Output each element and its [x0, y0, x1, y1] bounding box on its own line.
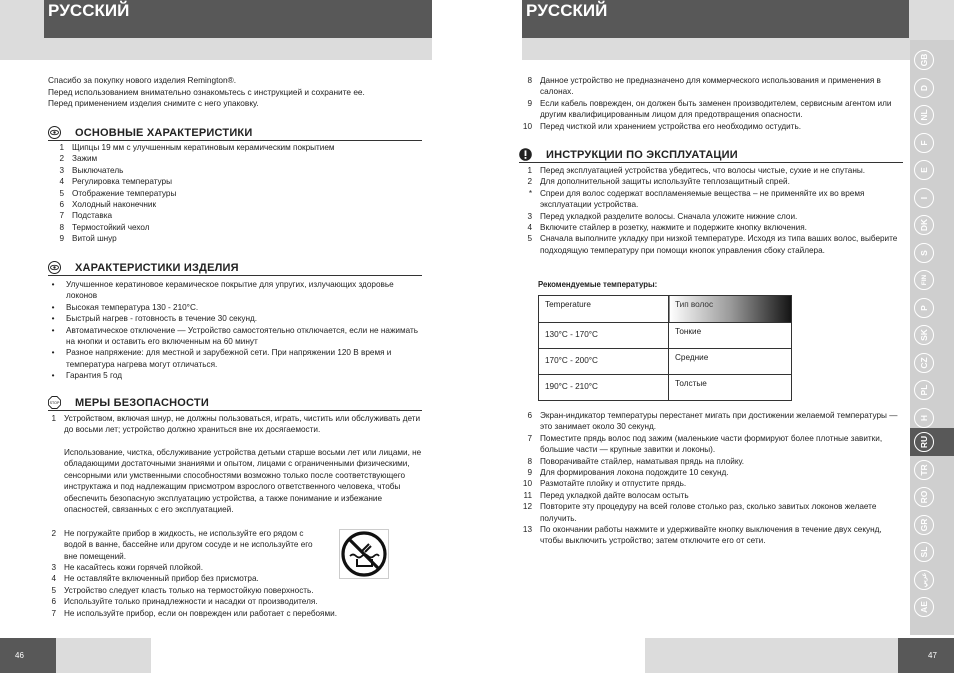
list-item: [48, 302, 424, 313]
item-number: 10: [522, 121, 532, 131]
list-item: [510, 222, 902, 233]
language-tab-19[interactable]: SL: [914, 542, 934, 562]
item-text: Размотайте плойку и отпустите прядь.: [540, 479, 687, 489]
item-text: Зажим: [72, 154, 98, 164]
language-tab-8[interactable]: S: [914, 243, 934, 263]
list-item: [510, 98, 900, 121]
language-tab-13[interactable]: PL: [914, 380, 934, 400]
stop-icon: [48, 396, 61, 409]
product-features-heading: [48, 261, 422, 276]
list-item: [42, 142, 422, 153]
language-tab-7[interactable]: DK: [914, 215, 934, 235]
language-tab-5[interactable]: E: [914, 160, 934, 180]
item-text: Повторите эту процедуру на всей голове столько раз, сколько завитых локонов желаете получить.: [540, 502, 877, 523]
item-number: 7: [59, 211, 64, 221]
table-row: [539, 349, 792, 375]
eye-icon: [48, 126, 61, 139]
stop-icon-label: STOP: [49, 401, 60, 405]
item-text: Гарантия 5 год: [66, 371, 122, 381]
list-item: [48, 313, 424, 324]
language-tab-16[interactable]: TR: [914, 460, 934, 480]
safety-list-rest: [34, 562, 424, 619]
item-text: Перед чисткой или хранением устройства его необходимо остудить.: [540, 121, 802, 131]
intro-line: Перед использованием внимательно ознакомьтесь с инструкцией и сохраните ее.: [48, 86, 365, 97]
item-number: 3: [527, 211, 532, 221]
safety-item-1-cont: [64, 447, 424, 515]
item-text: Если кабель поврежден, он должен быть заменен производителем, сервисным агентом или другим квалифицированным лицом для предотвращения опасности.: [540, 98, 892, 120]
item-number: 4: [59, 177, 64, 187]
list-item: [510, 121, 900, 132]
item-text: По окончании работы нажмите и удерживайте кнопку выключения в течение двух секунд, чтобы выключить устройство; затем отключите его от сети.: [540, 525, 882, 546]
language-tab-10[interactable]: P: [914, 298, 934, 318]
list-item: [42, 199, 422, 210]
list-item: [42, 233, 422, 244]
item-text: Щипцы 19 мм с улучшенным кератиновым керамическим покрытием: [72, 143, 335, 152]
item-number: 1: [59, 143, 64, 152]
left-page-title: PУССКИЙ: [44, 0, 432, 38]
item-text: Автоматическое отключение — Устройство самостоятельно отключается, если не нажимать на кнопки и оставить его включенным на 60 минут: [66, 325, 419, 347]
item-text: Не оставляйте включенный прибор без присмотра.: [64, 574, 259, 584]
item-number: 5: [59, 188, 64, 198]
item-number: 9: [527, 98, 532, 108]
item-text: Не касайтесь кожи горячей плойкой.: [64, 563, 204, 572]
item-text: Устройством, включая шнур, не должны пользоваться, играть, чистить или обслуживать дети до восьми лет; устройство должно храниться вне их досягаемости.: [64, 414, 421, 435]
list-item: [510, 478, 902, 489]
item-text: Высокая температура 130 - 210°C.: [66, 302, 199, 312]
table-cell: Толстые: [669, 375, 792, 401]
instructions-heading: [519, 148, 903, 163]
item-number: 4: [527, 223, 532, 233]
table-row: [539, 323, 792, 349]
item-text: Быстрый нагрев - готовность в течение 30 секунд.: [66, 314, 258, 324]
item-number: 2: [51, 529, 56, 538]
item-number: 5: [51, 585, 56, 595]
page-number-left: 46: [0, 638, 56, 673]
item-number: *: [528, 188, 532, 198]
list-item: [34, 562, 424, 573]
item-text: Для формирования локона подождите 10 секунд.: [540, 468, 729, 478]
item-number: •: [51, 314, 55, 324]
safety-heading: [48, 396, 422, 411]
list-item: [510, 75, 900, 98]
list-item: [42, 153, 422, 164]
language-tab-9[interactable]: FIN: [914, 270, 934, 290]
list-item: [510, 467, 902, 478]
list-item: [510, 410, 902, 433]
table-header-row: [539, 296, 792, 323]
page-number-right: 47: [898, 638, 954, 673]
item-text: Улучшенное кератиновое керамическое покрытие для упругих, излучающих здоровье локонов: [66, 280, 394, 301]
item-number: 12: [522, 502, 532, 512]
table-row: [539, 375, 792, 401]
item-text: Устройство следует класть только на термостойкую поверхность.: [64, 585, 314, 595]
instructions-list-a: [510, 165, 902, 256]
table-header-cell: Тип волос: [669, 296, 792, 323]
item-number: 9: [59, 234, 64, 244]
language-tab-21[interactable]: AE: [914, 597, 934, 617]
list-item: [510, 524, 902, 547]
language-tab-1[interactable]: GB: [914, 50, 934, 70]
item-number: 6: [59, 200, 64, 210]
temp-table-title: Рекомендуемые температуры:: [538, 280, 658, 289]
list-item: [42, 165, 422, 176]
temperature-table: [538, 295, 792, 401]
item-number: 13: [522, 525, 532, 535]
item-text: Сначала выполните укладку при низкой температуре. Исходя из типа ваших волос, выберите подходящую температуру при помощи кнопок управления сбоку стайлера.: [540, 234, 898, 255]
item-text: Для дополнительной защиты используйте теплозащитный спрей.: [540, 177, 790, 187]
item-text: Спреи для волос содержат воспламеняемые вещества – не применяйте их во время эксплуатации устройства.: [540, 188, 865, 210]
list-item: [34, 608, 424, 619]
item-text: Поместите прядь волос под зажим (маленькие части формируют более плотные завитки, большие части — крупные завитки и локоны).: [540, 433, 883, 455]
language-tab-12[interactable]: CZ: [914, 353, 934, 373]
features-title: ОСНОВНЫЕ ХАРАКТЕРИСТИКИ: [75, 127, 253, 139]
eye-icon: [48, 261, 61, 274]
list-item: [34, 585, 424, 596]
list-item: [42, 188, 422, 199]
table-cell: 190°C - 210°C: [539, 375, 669, 401]
list-item: [48, 325, 424, 348]
list-item: [510, 233, 902, 256]
item-number: 6: [51, 597, 56, 607]
item-number: 8: [527, 76, 532, 85]
safety-cont-list: [510, 75, 900, 132]
item-number: 8: [527, 456, 532, 466]
item-number: 2: [527, 177, 532, 187]
list-item: [510, 176, 902, 187]
item-text: Экран-индикатор температуры перестанет мигать при достижении желаемой температуры — это занимает около 30 секунд.: [540, 411, 898, 432]
list-item: [510, 188, 902, 211]
product-features-title: ХАРАКТЕРИСТИКИ ИЗДЕЛИЯ: [75, 262, 239, 274]
item-text: Термостойкий чехол: [72, 222, 150, 232]
list-item: [34, 573, 424, 584]
item-text: Регулировка температуры: [72, 177, 172, 187]
language-tab-4[interactable]: F: [914, 133, 934, 153]
item-number: 3: [51, 563, 56, 572]
warning-icon: [519, 148, 532, 161]
intro-line: Спасибо за покупку нового изделия Remington®.: [48, 75, 237, 85]
item-number: 7: [527, 433, 532, 443]
instructions-title: ИНСТРУКЦИИ ПО ЭКСПЛУАТАЦИИ: [546, 149, 738, 161]
item-number: 4: [51, 574, 56, 584]
item-number: 11: [523, 490, 532, 500]
list-item: [42, 210, 422, 221]
table-cell: 130°C - 170°C: [539, 323, 669, 349]
item-text: Перед эксплуатацией устройства убедитесь, что волосы чистые, сухие и не спутаны.: [540, 166, 866, 175]
item-number: 6: [527, 411, 532, 420]
right-page-title: PУССКИЙ: [522, 0, 909, 38]
list-item: [510, 433, 902, 456]
language-tab-20[interactable]: عربي: [914, 570, 934, 590]
language-tab-14[interactable]: H: [914, 408, 934, 428]
item-text: Использование, чистка, обслуживание устройства детьми старше восьми лет или лицами, не обладающими достаточными знаниями и опытом, лицами с ограниченными физическими, сенсорными или умственными способностями возможно только после соответствующего инструктажа и под надлежащим присмотром взрослого ответственного человека, чтобы обеспечить безопасную эксплуатацию устройства, а также понимание и избежание опасностей, связанных с его эксплуатацией.: [64, 448, 422, 515]
language-tab-11[interactable]: SK: [914, 325, 934, 345]
item-text: Подставка: [72, 211, 113, 221]
list-item: [42, 222, 422, 233]
safety-title: МЕРЫ БЕЗОПАСНОСТИ: [75, 397, 209, 409]
item-text: Используйте только принадлежности и насадки от производителя.: [64, 597, 318, 607]
language-tab-17[interactable]: RO: [914, 487, 934, 507]
list-item: [48, 347, 424, 370]
language-tab-18[interactable]: GR: [914, 515, 934, 535]
item-number: •: [51, 348, 55, 358]
list-item: [48, 279, 424, 302]
features-list: [42, 142, 422, 245]
item-number: 3: [59, 165, 64, 175]
item-text: Перед укладкой разделите волосы. Сначала уложите нижние слои.: [540, 211, 798, 221]
item-text: Не погружайте прибор в жидкость, не используйте его рядом с водой в ванне, бассейне или другом сосуде и не используйте его вне помещений.: [64, 529, 313, 561]
item-text: Перед укладкой дайте волосам остыть: [540, 490, 689, 500]
list-item: [34, 596, 424, 607]
item-number: 10: [522, 479, 532, 489]
language-tab-6[interactable]: I: [914, 188, 934, 208]
table-cell: Средние: [669, 349, 792, 375]
item-number: •: [51, 325, 55, 335]
table-cell: 170°C - 200°C: [539, 349, 669, 375]
item-text: Холодный наконечник: [72, 200, 157, 210]
item-text: Витой шнур: [72, 234, 117, 244]
item-number: 7: [51, 608, 56, 618]
language-tab-2[interactable]: D: [914, 78, 934, 98]
item-text: Не используйте прибор, если он поврежден или работает с перебоями.: [64, 608, 337, 618]
item-number: •: [51, 280, 55, 289]
item-number: 9: [527, 468, 532, 478]
item-number: 1: [51, 414, 56, 423]
safety-item-1: [34, 413, 424, 436]
list-item: [510, 490, 902, 501]
item-text: Отображение температуры: [72, 188, 177, 198]
intro-line: Перед применением изделия снимите с него упаковку.: [48, 98, 259, 108]
list-item: [510, 211, 902, 222]
list-item: [510, 165, 902, 176]
item-number: 5: [527, 234, 532, 244]
item-text: Включите стайлер в розетку, нажмите и подержите кнопку включения.: [540, 223, 807, 233]
item-number: 8: [59, 222, 64, 232]
language-tab-15[interactable]: RU: [914, 432, 934, 452]
item-text: Поворачивайте стайлер, наматывая прядь на плойку.: [540, 456, 745, 466]
item-number: •: [51, 371, 55, 381]
item-text: Разное напряжение: для местной и зарубежной сети. При напряжении 120 В время и температура нагрева могут отличаться.: [66, 348, 392, 369]
list-item: [510, 456, 902, 467]
list-item: [510, 501, 902, 524]
item-number: 2: [59, 154, 64, 164]
language-tab-3[interactable]: NL: [914, 105, 934, 125]
list-item: [48, 370, 424, 381]
list-item: [42, 176, 422, 187]
intro-text: [48, 75, 428, 110]
table-cell: Тонкие: [669, 323, 792, 349]
table-header-cell: Temperature: [539, 296, 669, 323]
product-features-list: [48, 279, 424, 382]
safety-item-2: [34, 528, 324, 562]
item-number: •: [51, 302, 55, 312]
item-number: 1: [527, 166, 532, 175]
features-heading: [48, 126, 422, 141]
item-text: Выключатель: [72, 165, 124, 175]
instructions-list-b: [510, 410, 902, 547]
item-text: Данное устройство не предназначено для коммерческого использования и применения в салонах.: [540, 76, 881, 97]
